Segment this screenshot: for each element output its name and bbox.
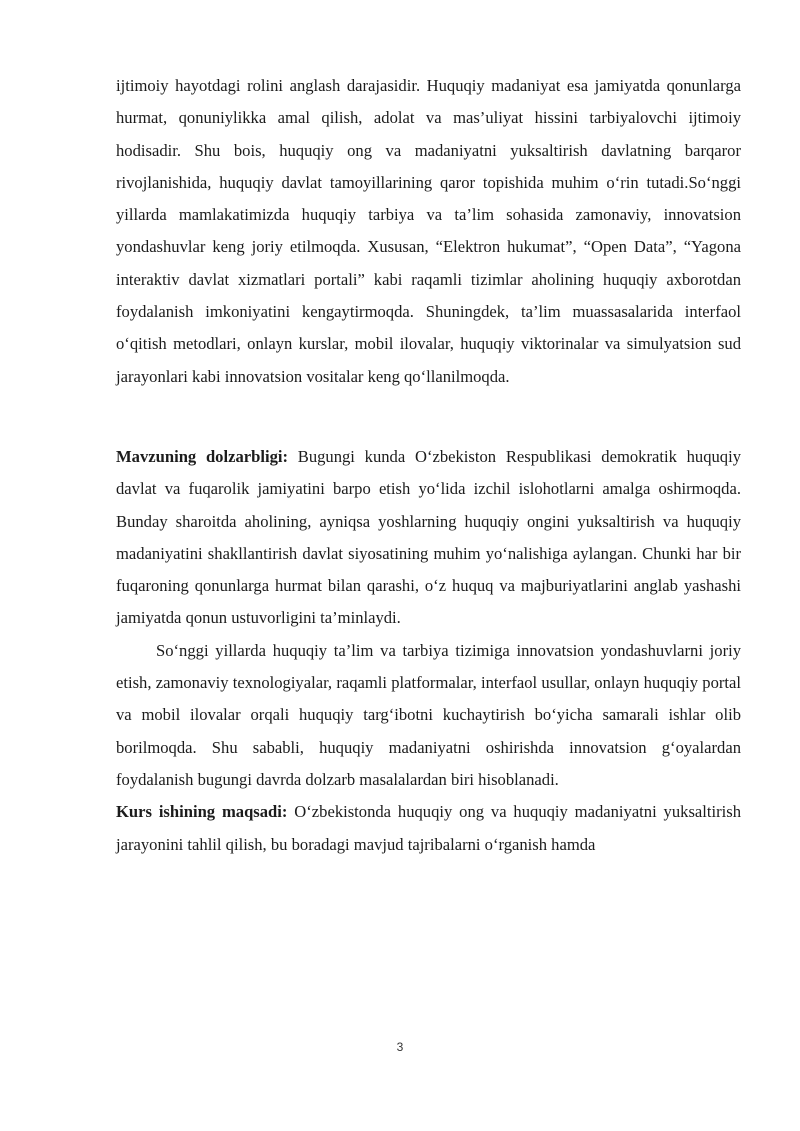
document-body [116,70,741,861]
paragraph-goal-text: O‘zbekistonda huquqiy ong va huquqiy madaniyatni yuksaltirish jarayonini tahlil qilish, bu boradagi mavjud tajribalarni o‘rganish hamda [116,802,741,854]
goal-heading: Kurs ishining maqsadi: [116,802,288,822]
paragraph-intro-text: ijtimoiy hayotdagi rolini anglash darajasidir. Huquqiy madaniyat esa jamiyatda qonunlarga hurmat, qonuniylikka amal qilish, adolat va mas’uliyat hissini tarbiyalovchi ijtimoiy hodisadir. Shu bois, huquqiy ong va madaniyatni yuksaltirish davlatning barqaror rivojlanishida, huquqiy davlat tamoyillarining qaror topishida muhim o‘rin tutadi.So‘nggi yillarda mamlakatimizda huquqiy tarbiya va ta’lim sohasida zamonaviy, innovatsion yondashuvlar keng joriy etilmoqda. Xususan, “Elektron hukumat”, “Open Data”, “Yagona interaktiv davlat xizmatlari portali” kabi raqamli tizimlar aholining huquqiy axborotdan foydalanish imkoniyatini kengaytirmoqda. Shuningdek, ta’lim muassasalarida interfaol o‘qitish metodlari, onlayn kurslar, mobil ilovalar, huquqiy viktorinalar va simulyatsion sud jarayonlari kabi innovatsion vositalar keng qo‘llanilmoqda. [116,76,741,386]
paragraph-relevance [116,441,741,635]
paragraph-goal [116,796,741,861]
page-number: 3 [396,1040,404,1054]
paragraph-spacer [116,393,741,441]
paragraph-intro [116,70,741,393]
relevance-heading: Mavzuning dolzarbligi: [116,446,289,466]
paragraph-innovation-text: So‘nggi yillarda huquqiy ta’lim va tarbiya tizimiga innovatsion yondashuvlarni joriy etish, zamonaviy texnologiyalar, raqamli platformalar, interfaol usullar, onlayn huquqiy portal va mobil ilovalar orqali huquqiy targ‘ibotni kuchaytirish bo‘yicha samarali ishlar olib borilmoqda. Shu sababli, huquqiy madaniyatni oshirishda innovatsion g‘oyalardan foydalanish bugungi davrda dolzarb masalalardan biri hisoblanadi. [116,640,741,789]
paragraph-relevance-text: Bugungi kunda O‘zbekiston Respublikasi demokratik huquqiy davlat va fuqarolik jamiyatini barpo etish yo‘lida izchil islohotlarni amalga oshirmoqda. Bunday sharoitda aholining, ayniqsa yoshlarning huquqiy ongini yuksaltirish va huquqiy madaniyatini shakllantirish davlat siyosatining muhim yo‘nalishiga aylangan. Chunki har bir fuqaroning qonunlarga hurmat bilan qarashi, o‘z huquq va majburiyatlarini anglab yashashi jamiyatda qonun ustuvorligini ta’minlaydi. [116,446,741,628]
paragraph-innovation [116,635,741,796]
